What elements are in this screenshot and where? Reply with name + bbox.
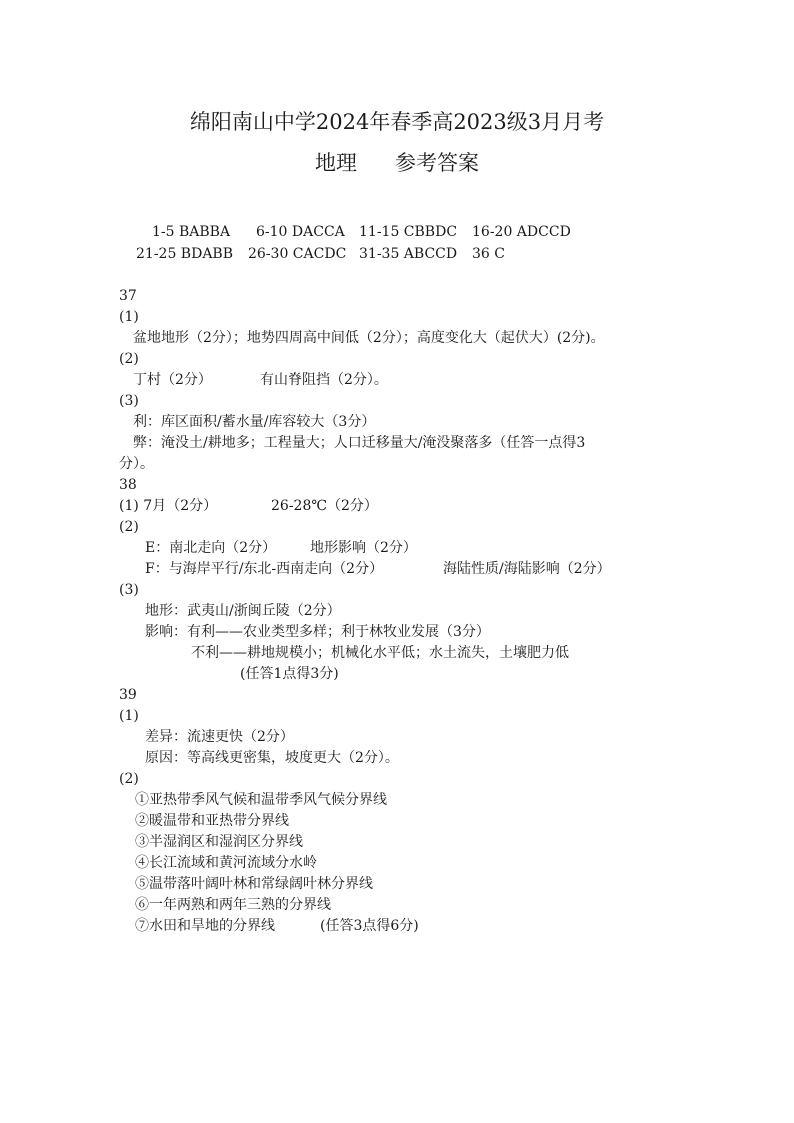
- list-item: ②暖温带和亚热带分界线: [135, 813, 289, 829]
- mc-group: 31-35 ABCCD: [359, 246, 458, 262]
- answer-line: 分）。: [119, 456, 154, 472]
- part-label: (2): [119, 519, 139, 535]
- list-item: ③半湿润区和湿润区分界线: [135, 834, 303, 850]
- answer-line: 海陆性质/海陆影响（2分）: [443, 561, 611, 577]
- mc-group: 21-25 BDABB: [136, 246, 234, 262]
- answer-line: 弊：淹没土/耕地多；工程量大；人口迁移量大/淹没聚落多（任答一点得3: [133, 435, 586, 451]
- list-item: ④长江流域和黄河流域分水岭: [135, 855, 317, 871]
- answer-line: 利：库区面积/蓄水量/库容较大（3分）: [133, 414, 376, 430]
- part-label: (3): [119, 393, 139, 409]
- part-label: (2): [119, 351, 139, 367]
- answer-line: F：与海岸平行/东北-西南走向（2分）: [145, 561, 384, 577]
- question-number: 39: [119, 687, 137, 703]
- part-label: (1): [119, 708, 139, 724]
- list-item: ⑥一年两熟和两年三熟的分界线: [135, 897, 331, 913]
- list-item: ⑦水田和旱地的分界线: [135, 918, 275, 934]
- answer-line: 原因：等高线更密集，坡度更大（2分）。: [145, 750, 399, 766]
- mc-group: 6-10 DACCA: [256, 224, 345, 240]
- answer-line: 丁村（2分）: [133, 372, 212, 388]
- answer-line: 地形：武夷山/浙闽丘陵（2分）: [145, 603, 341, 619]
- scoring-note: (任答1点得3分): [240, 666, 339, 682]
- list-item: ⑤温带落叶阔叶林和常绿阔叶林分界线: [135, 876, 373, 892]
- answer-line: 有山脊阻挡（2分）。: [260, 372, 388, 388]
- list-item: ①亚热带季风气候和温带季风气候分界线: [135, 792, 387, 808]
- answer-label: 参考答案: [395, 151, 479, 175]
- answer-line: (1) 7月（2分）: [119, 498, 218, 514]
- answer-heading: [0, 147, 794, 177]
- mc-group: 1-5 BABBA: [152, 224, 231, 240]
- answer-line: 盆地地形（2分）；地势四周高中间低（2分）；高度变化大（起伏大）(2分)。: [133, 330, 605, 346]
- subject-label: 地理: [315, 151, 357, 175]
- mc-group: 36 C: [472, 246, 505, 262]
- part-label: (2): [119, 771, 139, 787]
- answer-line: 影响：有利——农业类型多样；利于林牧业发展（3分）: [145, 624, 490, 640]
- part-label: (1): [119, 309, 139, 325]
- answer-line: 26-28℃（2分）: [271, 498, 378, 514]
- mc-group: 16-20 ADCCD: [472, 224, 571, 240]
- exam-title: 绵阳南山中学2024年春季高2023级3月月考: [189, 110, 605, 134]
- answer-line: 不利——耕地规模小；机械化水平低；水土流失，土壤肥力低: [191, 645, 569, 661]
- question-number: 38: [119, 477, 137, 493]
- answer-line: 差异：流速更快（2分）: [145, 729, 294, 745]
- answer-line: E：南北走向（2分）: [145, 540, 277, 556]
- part-label: (3): [119, 582, 139, 598]
- scoring-note: (任答3点得6分): [320, 918, 419, 934]
- mc-group: 11-15 CBBDC: [359, 224, 458, 240]
- mc-group: 26-30 CACDC: [248, 246, 347, 262]
- question-number: 37: [119, 288, 137, 304]
- answer-line: 地形影响（2分）: [310, 540, 417, 556]
